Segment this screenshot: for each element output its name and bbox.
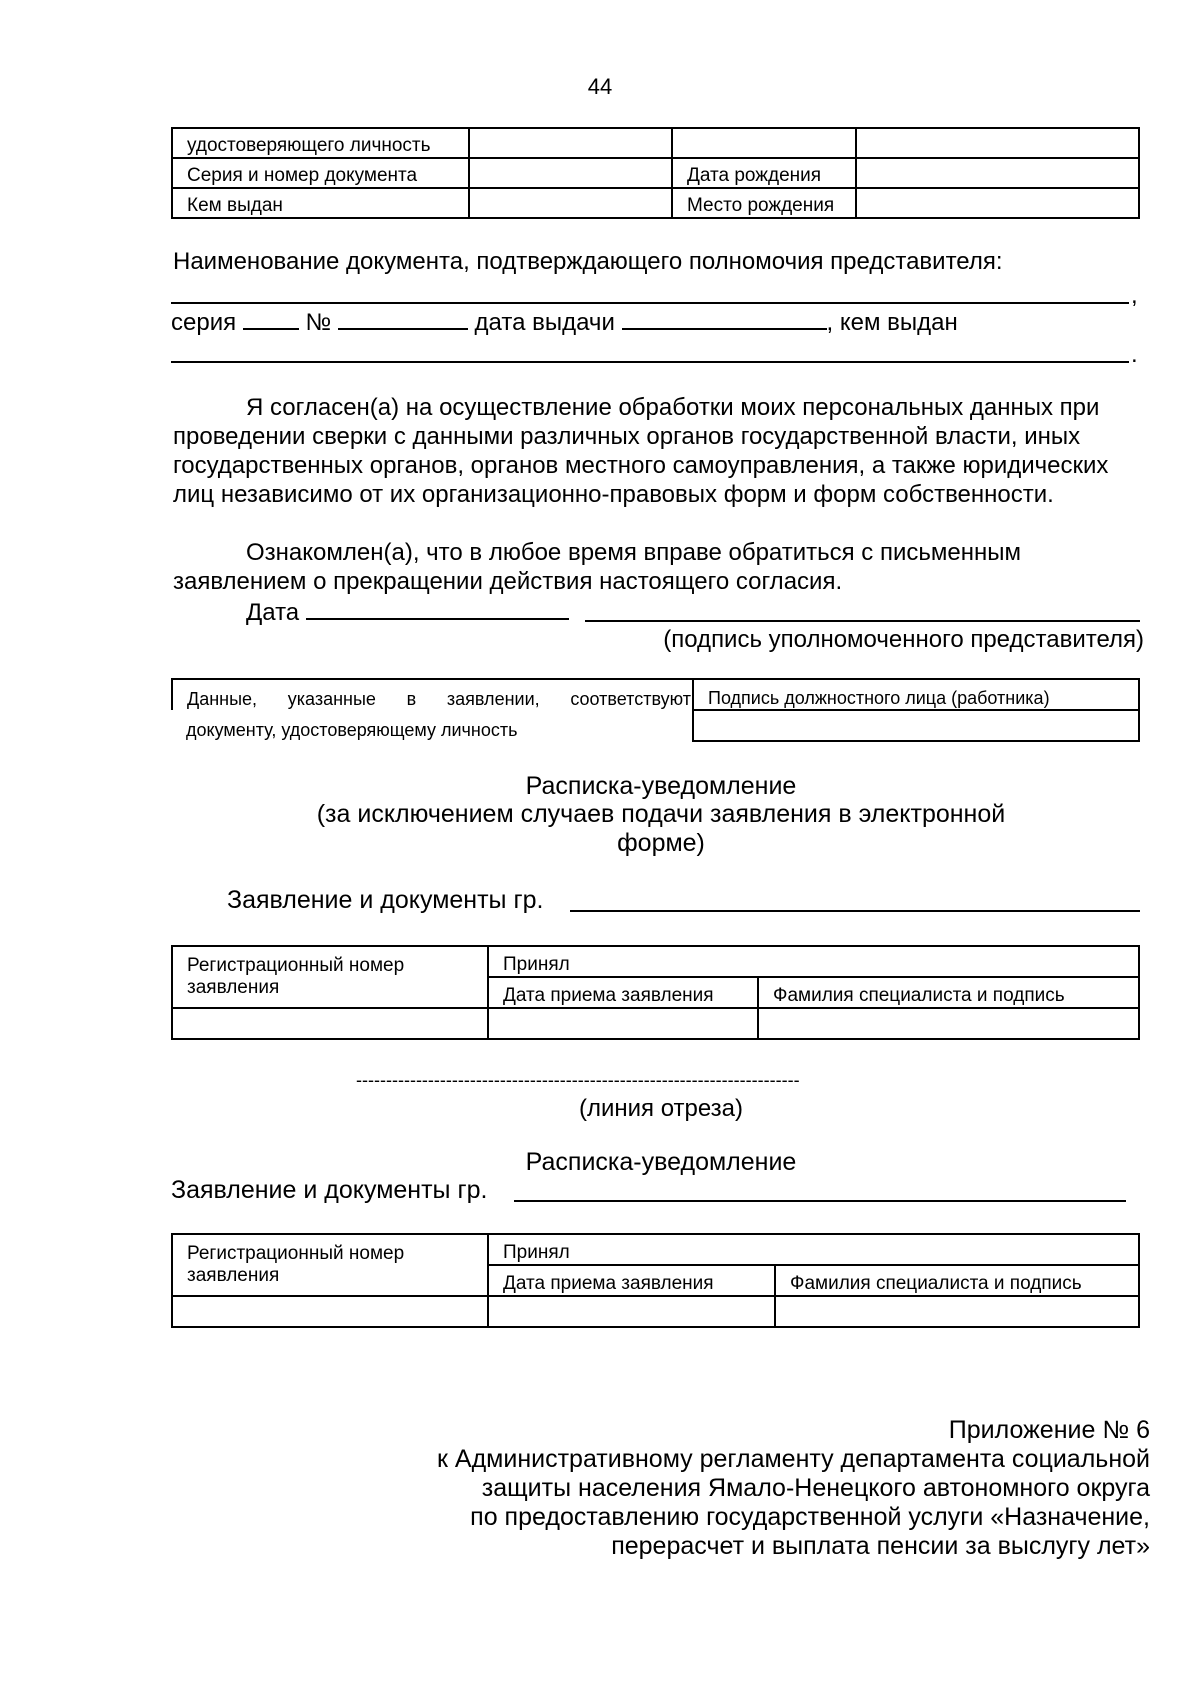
id-document-table xyxy=(171,127,1140,219)
reg-number-label-line2: заявления xyxy=(172,1265,488,1296)
date-received-value[interactable] xyxy=(488,1296,775,1327)
line-end-period: . xyxy=(1131,341,1138,368)
reg-number-label: Регистрационный номер xyxy=(172,1234,488,1265)
signature-line[interactable] xyxy=(585,620,1140,622)
series-label: серия xyxy=(171,309,237,336)
issued-by-line[interactable] xyxy=(171,361,1129,363)
receipt2-name-line[interactable] xyxy=(514,1200,1126,1202)
series-number-value[interactable] xyxy=(469,158,672,188)
reg-number-label: Регистрационный номер xyxy=(172,946,488,977)
issue-date-field[interactable] xyxy=(622,306,827,330)
series-row xyxy=(171,306,958,337)
receipt1-name-line[interactable] xyxy=(570,910,1140,912)
consent-paragraph: Я согласен(а) на осуществление обработки моих персональных данных при проведении сверки с данными различных органов государственной власти, иных государственных органов, органов местного самоуправления, а также юридических лиц независимо от их организационно-правовых форм и форм собственности. xyxy=(173,394,1109,508)
verification-text-line2: документу, удостоверяющему личность xyxy=(172,710,693,741)
receipt2-table xyxy=(171,1233,1140,1328)
verification-text-cell xyxy=(172,679,693,710)
cut-line-caption: (линия отреза) xyxy=(578,1095,744,1122)
verification-text-line1: Данные, указанные в заявлении, соответствуют xyxy=(187,689,691,709)
appendix-line5: перерасчет и выплата пенсии за выслугу лет» xyxy=(611,1532,1150,1560)
birth-date-label: Дата рождения xyxy=(672,158,856,188)
empty-cell xyxy=(672,128,856,158)
appendix-header xyxy=(350,1416,1150,1561)
accepted-label: Принял xyxy=(488,1234,1139,1265)
reg-number-value[interactable] xyxy=(172,1008,488,1039)
appendix-line1: Приложение № 6 xyxy=(948,1416,1150,1444)
cut-line-dashes: -------------------------------------------------------------------------- xyxy=(356,1070,800,1090)
receipt1-title: Расписка-уведомление xyxy=(525,772,797,800)
accepted-label: Принял xyxy=(488,946,1139,977)
receipt1-table xyxy=(171,945,1140,1040)
date-received-label: Дата приема заявления xyxy=(488,1265,775,1296)
official-signature-header: Подпись должностного лица (работника) xyxy=(693,679,1139,710)
reg-number-value[interactable] xyxy=(172,1296,488,1327)
id-doc-label: удостоверяющего личность xyxy=(172,128,469,158)
reg-number-label-line2: заявления xyxy=(172,977,488,1008)
issued-by-label: , кем выдан xyxy=(826,309,958,336)
receipt1-subtitle-line1: (за исключением случаев подачи заявления в электронной xyxy=(316,800,1006,828)
specialist-value[interactable] xyxy=(758,1008,1139,1039)
issued-by-value[interactable] xyxy=(469,188,672,218)
birth-date-value[interactable] xyxy=(856,158,1139,188)
number-label: № xyxy=(305,309,332,336)
official-signature-field[interactable] xyxy=(693,710,1139,741)
series-number-label: Серия и номер документа xyxy=(172,158,469,188)
date-received-value[interactable] xyxy=(488,1008,758,1039)
series-field[interactable] xyxy=(243,306,299,330)
receipt1-subtitle-line2: форме) xyxy=(617,829,705,857)
date-field[interactable] xyxy=(306,596,569,620)
issued-by-label: Кем выдан xyxy=(172,188,469,218)
issue-date-label: дата выдачи xyxy=(474,309,615,336)
receipt1-docs-label: Заявление и документы гр. xyxy=(227,886,544,914)
signature-caption: (подпись уполномоченного представителя) xyxy=(663,626,1144,653)
appendix-line4: по предоставлению государственной услуги «Назначение, xyxy=(470,1503,1150,1531)
receipt2-title: Расписка-уведомление xyxy=(525,1148,797,1176)
date-label: Дата xyxy=(246,599,300,626)
specialist-value[interactable] xyxy=(775,1296,1139,1327)
representative-heading: Наименование документа, подтверждающего полномочия представителя: xyxy=(173,248,1003,275)
page-number: 44 xyxy=(587,74,613,99)
birth-place-value[interactable] xyxy=(856,188,1139,218)
acknowledgement-paragraph: Ознакомлен(а), что в любое время вправе обратиться с письменным заявлением о прекращении действия настоящего согласия. xyxy=(173,539,1021,595)
specialist-label: Фамилия специалиста и подпись xyxy=(758,977,1139,1008)
empty-cell[interactable] xyxy=(856,128,1139,158)
representative-doc-line[interactable] xyxy=(171,302,1129,304)
appendix-line2: к Административному регламенту департамента социальной xyxy=(437,1445,1150,1473)
number-field[interactable] xyxy=(338,306,468,330)
line-end-comma: , xyxy=(1131,282,1138,309)
receipt2-docs-label: Заявление и документы гр. xyxy=(171,1176,488,1204)
date-received-label: Дата приема заявления xyxy=(488,977,758,1008)
specialist-label: Фамилия специалиста и подпись xyxy=(775,1265,1139,1296)
id-doc-value[interactable] xyxy=(469,128,672,158)
date-row xyxy=(246,596,569,627)
birth-place-label: Место рождения xyxy=(672,188,856,218)
appendix-line3: защиты населения Ямало-Ненецкого автономного округа xyxy=(481,1474,1150,1502)
verification-table xyxy=(171,678,1140,742)
